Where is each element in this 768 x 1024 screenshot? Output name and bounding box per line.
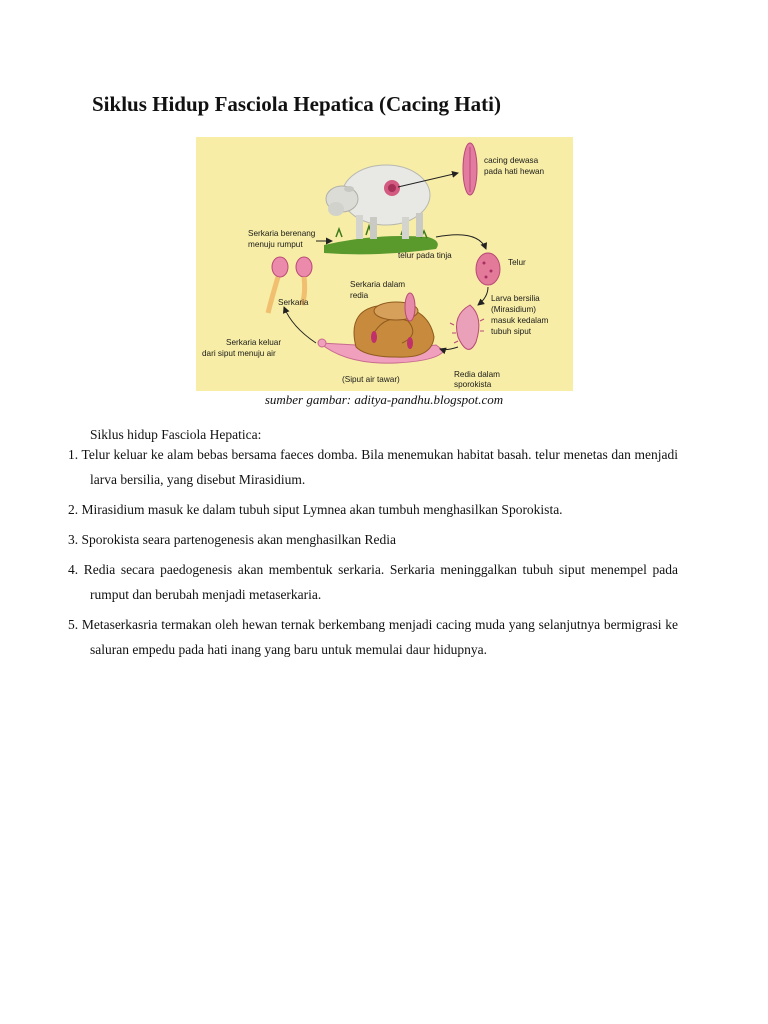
- label-cercaria-swim-1: Serkaria berenang: [248, 229, 316, 238]
- label-cercaria: Serkaria: [278, 298, 309, 307]
- label-redia-1: Redia dalam: [454, 370, 500, 379]
- step-2: 2. Mirasidium masuk ke dalam tubuh siput Lymnea akan tumbuh menghasilkan Sporokista.: [68, 502, 563, 517]
- label-cercaria-swim-2: menuju rumput: [248, 240, 303, 249]
- label-cercaria-in-redia-1: Serkaria dalam: [350, 280, 406, 289]
- label-egg-in-feces: telur pada tinja: [398, 251, 452, 260]
- label-egg: Telur: [508, 258, 526, 267]
- step-1: 1. Telur keluar ke alam bebas bersama faeces domba. Bila menemukan habitat basah. telur menetas dan menjadi larva bersilia, yang disebut Mirasidium.: [68, 447, 678, 487]
- label-miracidium-1: Larva bersilia: [491, 294, 540, 303]
- label-snail: (Siput air tawar): [342, 375, 400, 384]
- life-cycle-diagram: [196, 137, 573, 391]
- label-miracidium-4: tubuh siput: [491, 327, 532, 336]
- figure-caption: sumber gambar: aditya-pandhu.blogspot.com: [264, 392, 504, 407]
- miracidium-illustration: [450, 305, 484, 349]
- label-adult-worm-1: cacing dewasa: [484, 156, 539, 165]
- cercaria-in-redia-illustration: [405, 293, 415, 321]
- label-adult-worm-2: pada hati hewan: [484, 167, 545, 176]
- step-3: 3. Sporokista seara partenogenesis akan menghasilkan Redia: [68, 532, 397, 547]
- label-miracidium-3: masuk kedalam: [491, 316, 549, 325]
- step-4: 4. Redia secara paedogenesis akan membentuk serkaria. Serkaria meninggalkan tubuh siput menempel pada rumput dan berubah menjadi metaserkaria.: [68, 562, 678, 602]
- intro-text: Siklus hidup Fasciola Hepatica:: [90, 427, 262, 442]
- label-cercaria-in-redia-2: redia: [350, 291, 369, 300]
- label-cercaria-exit-2: dari siput menuju air: [202, 349, 276, 358]
- egg-illustration: [476, 253, 500, 285]
- document-title: Siklus Hidup Fasciola Hepatica (Cacing Hati): [92, 92, 501, 116]
- arrow-feces-to-egg: [436, 235, 486, 249]
- adult-fluke-illustration: [463, 143, 477, 195]
- steps-list: [68, 442, 678, 667]
- step-5: 5. Metaserkasria termakan oleh hewan ternak berkembang menjadi cacing muda yang selanjutnya bermigrasi ke saluran empedu pada hati inang yang baru untuk memulai daur hidupnya.: [68, 617, 678, 657]
- label-miracidium-2: (Mirasidium): [491, 305, 537, 314]
- snail-illustration: [318, 302, 444, 363]
- redia-in-snail-2: [407, 337, 413, 349]
- sheep-illustration: [326, 165, 430, 239]
- label-cercaria-exit-1: Serkaria keluar: [226, 338, 282, 347]
- arrow-miracidium-to-snail: [440, 347, 458, 350]
- redia-in-snail-1: [371, 331, 377, 343]
- label-redia-2: sporokista: [454, 380, 492, 389]
- life-cycle-illustration: [196, 137, 573, 391]
- arrow-egg-to-miracidium: [478, 287, 488, 305]
- arrow-snail-to-cercaria: [284, 307, 316, 343]
